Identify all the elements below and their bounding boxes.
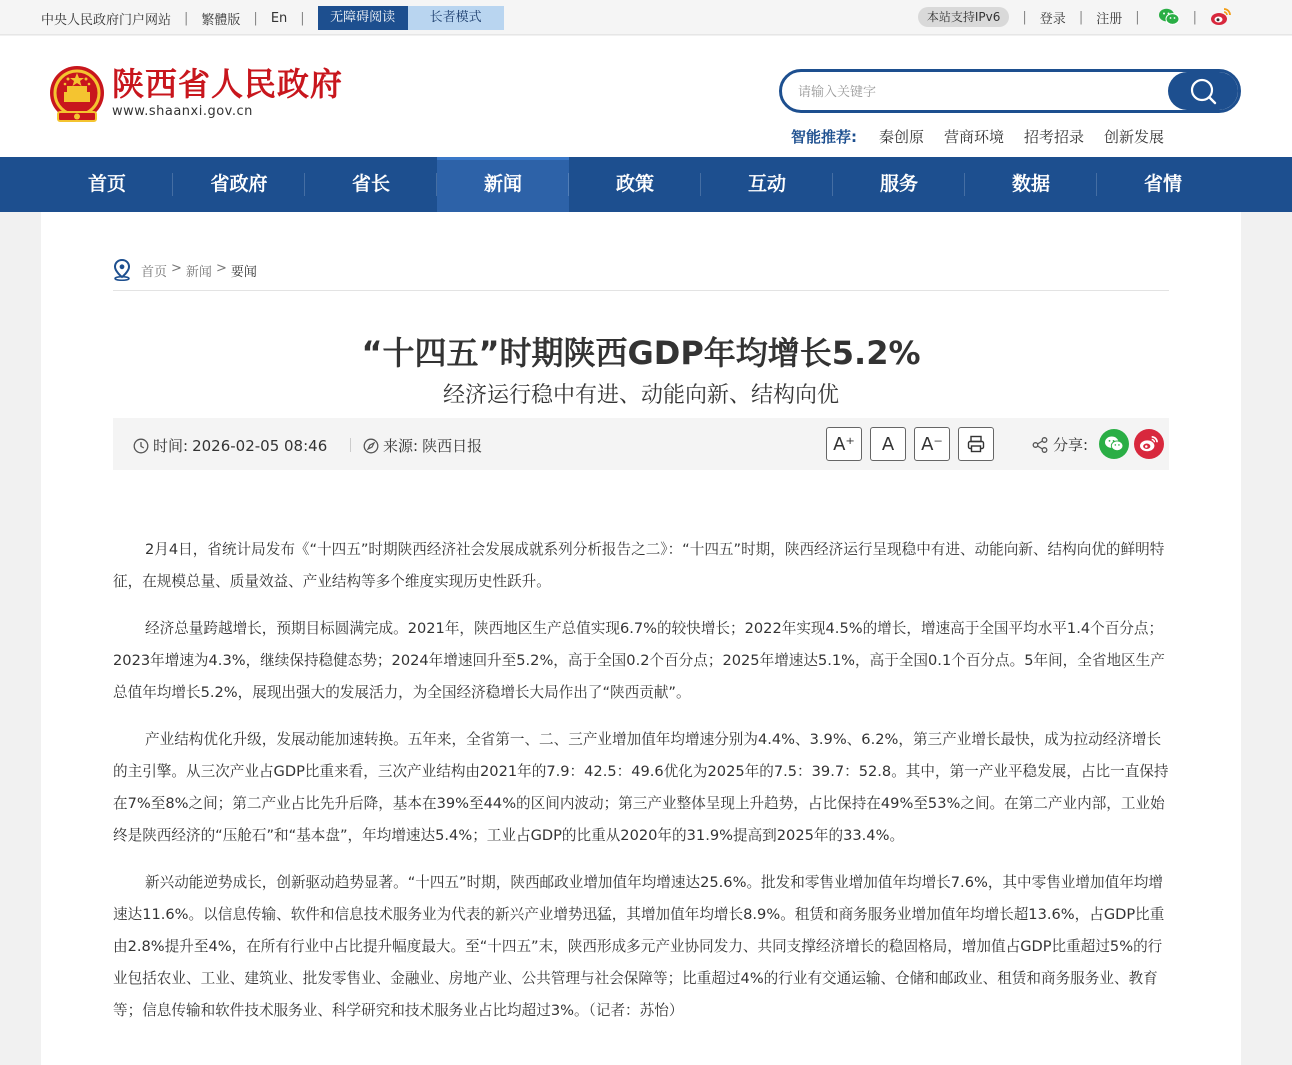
elder-mode-button[interactable]: 长者模式 xyxy=(408,6,504,30)
site-url: www.shaanxi.gov.cn xyxy=(112,104,253,119)
print-button[interactable] xyxy=(958,427,994,461)
meta-divider xyxy=(350,438,351,452)
smart-item-business-env[interactable]: 营商环境 xyxy=(944,128,1005,146)
separator: | xyxy=(300,10,305,26)
separator: | xyxy=(184,10,189,26)
breadcrumb-current: 要闻 xyxy=(230,265,257,280)
main-nav-items xyxy=(41,157,1229,212)
breadcrumb xyxy=(113,261,1169,291)
breadcrumb-news[interactable]: 新闻 xyxy=(185,265,212,280)
article-meta-bar xyxy=(113,418,1169,470)
central-gov-link[interactable]: 中央人民政府门户网站 xyxy=(41,12,172,28)
separator: | xyxy=(1078,9,1084,25)
share-wechat-button[interactable] xyxy=(1099,429,1129,459)
logo-text xyxy=(112,64,343,119)
time-value: 2026-02-05 08:46 xyxy=(192,436,328,455)
ipv6-badge: 本站支持IPv6 xyxy=(918,7,1010,27)
font-increase-button[interactable]: A⁺ xyxy=(826,427,862,461)
article-paragraph: 新兴动能逆势成长，创新驱动趋势显著。“十四五”时期，陕西邮政业增加值年均增速达25.6%。批发和零售业增加值年均增长7.6%，其中零售业增加值年均增速达11.6%。以信息传输、软件和信息技术服务业为代表的新兴产业增势迅猛，其增加值年均增长8.9%。租赁和商务服务业增加值年均增长超13.6%，占GDP比重由2.8%提升至4%，在所有行业中占比提升幅度最大。至“十四五”末，陕西形成多元产业协同发力、共同支撑经济增长的稳固格局，增加值占GDP比重超过5%的行业包括农业、工业、建筑业、批发零售业、金融业、房地产业、公共管理与社会保障等；比重超过4%的行业有交通运输、仓储和邮政业、租赁和商务服务业、教育等；信息传输和软件技术服务业、科学研究和技术服务业占比均超过3%。（记者：苏怡） xyxy=(113,874,1165,1019)
article-subtitle: 经济运行稳中有进、动能向新、结构向优 xyxy=(442,383,839,408)
smart-recommend-label: 智能推荐: xyxy=(791,128,857,146)
article-source xyxy=(363,435,482,456)
search-input[interactable] xyxy=(798,82,1158,102)
article-title: “十四五”时期陕西GDP年均增长5.2% xyxy=(361,334,921,372)
nav-item-province-info[interactable]: 省情 xyxy=(1143,173,1182,195)
clock-icon xyxy=(133,438,149,454)
site-logo[interactable] xyxy=(48,64,343,126)
nav-item-data[interactable]: 数据 xyxy=(965,157,1097,212)
article-paragraph: 产业结构优化升级，发展动能加速转换。五年来，全省第一、二、三产业增加值年均增速分别为4.4%、3.9%、6.2%，第三产业增长最快，成为拉动经济增长的主引擎。从三次产业占GDP比重来看，三次产业结构由2021年的7.9：42.5：49.6优化为2025年的7.5：39.7：52.8。其中，第一产业平稳发展，占比一直保持在7%至8%之间；第二产业占比先升后降，基本在39%至44%的区间内波动；第三产业整体呈现上升趋势，占比保持在49%至53%之间。在第二产业内部，工业始终是陕西经济的“压舱石”和“基本盘”，年均增速达5.4%；工业占GDP的比重从2020年的31.9%提高到2025年的33.4%。 xyxy=(113,731,1169,844)
source-value: 陕西日报 xyxy=(422,437,483,455)
separator: | xyxy=(253,10,258,26)
publish-time xyxy=(133,435,327,456)
site-title: 陕西省人民政府 xyxy=(112,65,344,103)
article-body xyxy=(113,534,1169,1042)
breadcrumb-separator: > xyxy=(171,261,182,276)
nav-item-news[interactable]: 新闻 xyxy=(437,157,569,212)
separator: | xyxy=(1192,9,1197,25)
search-box xyxy=(779,69,1241,113)
login-link[interactable]: 登录 xyxy=(1039,11,1066,27)
smart-item-innovation[interactable]: 创新发展 xyxy=(1104,128,1165,146)
search-button[interactable] xyxy=(1168,72,1238,110)
printer-icon xyxy=(966,434,986,454)
accessible-reading-button[interactable]: 无障碍阅读 xyxy=(318,6,408,30)
time-label: 时间: xyxy=(153,437,189,455)
smart-item-qinchuangyuan[interactable]: 秦创原 xyxy=(879,128,925,146)
breadcrumb-home[interactable]: 首页 xyxy=(141,265,168,280)
nav-item-home[interactable]: 首页 xyxy=(41,157,173,212)
main-nav xyxy=(0,157,1292,212)
weibo-icon xyxy=(1139,435,1159,453)
top-utility-bar xyxy=(0,0,1292,35)
register-link[interactable]: 注册 xyxy=(1096,11,1123,27)
site-header xyxy=(0,36,1292,157)
article-container xyxy=(41,212,1241,1065)
article-paragraph: 2月4日，省统计局发布《“十四五”时期陕西经济社会发展成就系列分析报告之二》：“十四五”时期，陕西经济运行呈现稳中有进、动能向新、结构向优的鲜明特征，在规模总量、质量效益、产业结构等多个维度实现历史性跃升。 xyxy=(113,541,1165,590)
nav-item-interaction[interactable]: 互动 xyxy=(701,157,833,212)
wechat-icon xyxy=(1104,435,1124,453)
nav-item-governor[interactable]: 省长 xyxy=(305,157,437,212)
compass-icon xyxy=(363,438,379,454)
separator: | xyxy=(1022,9,1027,25)
nav-item-service[interactable]: 服务 xyxy=(833,157,965,212)
nav-item-policy[interactable]: 政策 xyxy=(569,157,701,212)
national-emblem-icon xyxy=(48,64,106,126)
english-link[interactable]: En xyxy=(270,10,288,26)
font-normal-button[interactable]: A xyxy=(870,427,906,461)
top-left-links xyxy=(41,6,504,30)
weibo-icon[interactable] xyxy=(1210,7,1232,27)
location-pin-icon xyxy=(113,259,131,281)
nav-item-government[interactable]: 省政府 xyxy=(173,157,305,212)
traditional-chinese-link[interactable]: 繁體版 xyxy=(201,12,241,28)
source-label: 来源: xyxy=(383,437,419,455)
wechat-icon[interactable] xyxy=(1158,7,1180,27)
font-decrease-button[interactable]: A⁻ xyxy=(914,427,950,461)
article-paragraph: 经济总量跨越增长，预期目标圆满完成。2021年，陕西地区生产总值实现6.7%的较快增长；2022年实现4.5%的增长，增速高于全国平均水平1.4个百分点；2023年增速为4.3%，继续保持稳健态势；2024年增速回升至5.2%，高于全国0.2个百分点；2025年增速达5.1%，高于全国0.1个百分点。5年间，全省地区生产总值年均增长5.2%，展现出强大的发展活力，为全国经济稳增长大局作出了“陕西贡献”。 xyxy=(113,620,1165,701)
smart-item-recruitment[interactable]: 招考招录 xyxy=(1024,128,1085,146)
share-icon xyxy=(1031,436,1049,454)
smart-recommend xyxy=(791,126,1184,147)
separator: | xyxy=(1135,9,1140,25)
search-icon xyxy=(1188,76,1218,106)
share-weibo-button[interactable] xyxy=(1134,429,1164,459)
share-label: 分享: xyxy=(1053,436,1089,454)
share xyxy=(1031,434,1088,455)
top-right-links xyxy=(918,7,1232,27)
breadcrumb-separator: > xyxy=(215,261,227,276)
